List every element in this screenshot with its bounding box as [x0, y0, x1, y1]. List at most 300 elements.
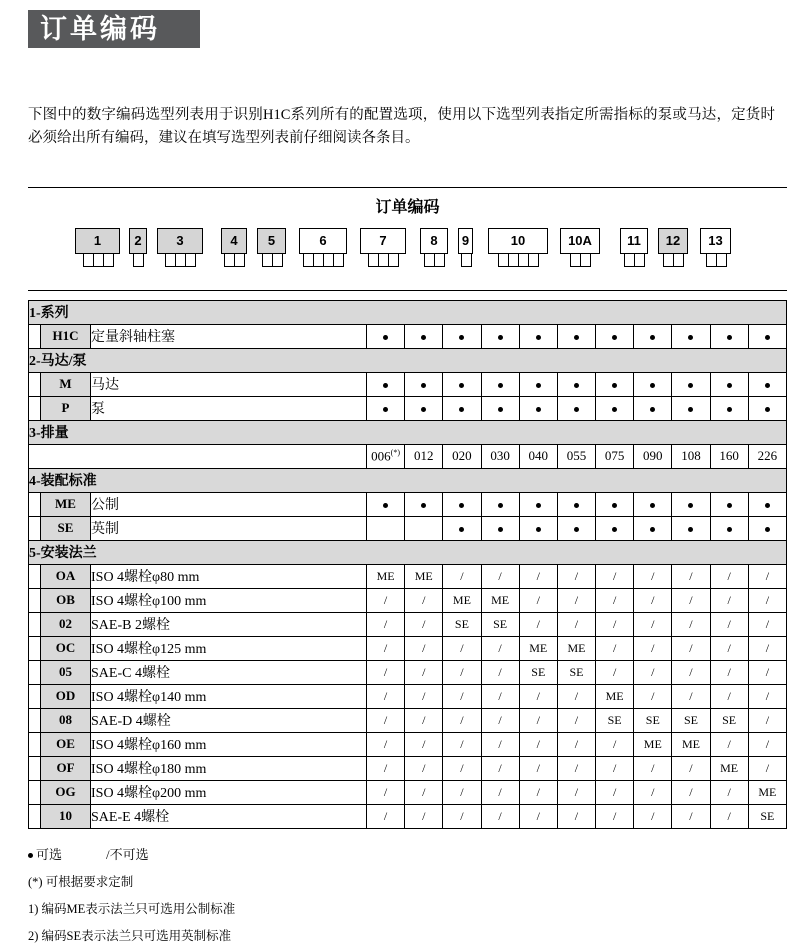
availability-cell [519, 516, 557, 540]
option-description: SAE-E 4螺栓 [91, 804, 367, 828]
code-box-10A: 10A [560, 228, 600, 254]
availability-cell: SE [443, 612, 481, 636]
availability-cell [672, 396, 710, 420]
indent-cell [29, 660, 41, 684]
indent-cell [29, 684, 41, 708]
availability-cell: / [367, 708, 405, 732]
availability-cell: / [481, 660, 519, 684]
availability-cell: / [405, 804, 443, 828]
write-cell [234, 253, 245, 267]
code-box-group-9 [458, 228, 473, 267]
availability-cell: / [672, 564, 710, 588]
option-code: OC [41, 636, 91, 660]
write-cell [388, 253, 399, 267]
table-row [29, 780, 787, 804]
write-cell [673, 253, 684, 267]
available-dot-icon [421, 335, 426, 340]
indent-cell [29, 708, 41, 732]
availability-cell [519, 372, 557, 396]
availability-cell: / [710, 780, 748, 804]
availability-cell: / [557, 684, 595, 708]
availability-cell: / [519, 588, 557, 612]
section-header: 3-排量 [29, 420, 787, 444]
available-dot-icon [727, 335, 732, 340]
available-dot-icon [498, 503, 503, 508]
availability-cell: / [596, 804, 634, 828]
availability-cell [481, 492, 519, 516]
code-box-4: 4 [221, 228, 247, 254]
availability-cell [710, 396, 748, 420]
availability-cell [405, 516, 443, 540]
available-dot-icon [498, 407, 503, 412]
indent-cell [29, 492, 41, 516]
availability-cell [634, 492, 672, 516]
available-dot-icon [688, 503, 693, 508]
availability-cell [748, 516, 786, 540]
availability-cell [443, 372, 481, 396]
availability-cell: / [748, 708, 786, 732]
availability-cell [748, 324, 786, 348]
available-dot-icon [536, 335, 541, 340]
available-dot-icon [536, 503, 541, 508]
option-code: ME [41, 492, 91, 516]
write-cell [634, 253, 645, 267]
table-row [29, 612, 787, 636]
availability-cell: / [634, 588, 672, 612]
availability-cell: / [596, 612, 634, 636]
displacement-value: 012 [405, 444, 443, 468]
code-box-13: 13 [700, 228, 731, 254]
availability-cell: / [405, 636, 443, 660]
indent-cell [29, 588, 41, 612]
code-box-cells-11 [620, 253, 648, 267]
availability-cell: / [443, 756, 481, 780]
available-dot-icon [612, 335, 617, 340]
legend-not-available-label: /不可选 [106, 846, 149, 862]
availability-cell: / [748, 732, 786, 756]
availability-cell: / [710, 636, 748, 660]
availability-cell [519, 396, 557, 420]
code-box-group-7 [360, 228, 406, 267]
displacement-value: 040 [519, 444, 557, 468]
availability-cell: / [519, 612, 557, 636]
code-box-5: 5 [257, 228, 286, 254]
availability-cell: / [634, 612, 672, 636]
displacement-value: 075 [596, 444, 634, 468]
option-code: OA [41, 564, 91, 588]
availability-cell [672, 324, 710, 348]
code-box-cells-10A [560, 253, 600, 267]
availability-cell [481, 396, 519, 420]
write-cell [185, 253, 196, 267]
availability-cell: / [481, 732, 519, 756]
availability-cell: / [405, 588, 443, 612]
code-box-cells-12 [658, 253, 688, 267]
available-dot-icon [498, 335, 503, 340]
availability-cell [405, 372, 443, 396]
code-box-8: 8 [420, 228, 448, 254]
availability-cell: / [672, 636, 710, 660]
page-title: 订单编码 [28, 10, 200, 48]
code-box-7: 7 [360, 228, 406, 254]
availability-cell: / [557, 612, 595, 636]
availability-cell: ME [443, 588, 481, 612]
available-dot-icon [574, 407, 579, 412]
availability-cell [748, 372, 786, 396]
availability-cell: / [367, 804, 405, 828]
availability-cell [748, 492, 786, 516]
available-dot-icon [383, 407, 388, 412]
code-box-3: 3 [157, 228, 203, 254]
availability-cell: / [596, 780, 634, 804]
availability-cell: / [367, 588, 405, 612]
code-box-11: 11 [620, 228, 648, 254]
available-dot-icon [574, 503, 579, 508]
code-box-group-13 [700, 228, 731, 267]
code-box-group-1 [75, 228, 120, 267]
availability-cell: ME [519, 636, 557, 660]
option-description: 定量斜轴柱塞 [91, 324, 367, 348]
availability-cell: / [481, 780, 519, 804]
availability-cell [672, 372, 710, 396]
availability-cell: / [672, 660, 710, 684]
availability-cell: / [443, 732, 481, 756]
available-dot-icon [536, 527, 541, 532]
indent-cell [29, 756, 41, 780]
availability-cell: / [405, 660, 443, 684]
option-description: ISO 4螺栓φ100 mm [91, 588, 367, 612]
availability-cell: / [634, 564, 672, 588]
divider-mid [28, 290, 787, 291]
option-code: OE [41, 732, 91, 756]
write-cell [133, 253, 144, 267]
availability-cell: SE [748, 804, 786, 828]
availability-cell [596, 372, 634, 396]
indent-cell [29, 804, 41, 828]
availability-cell: ME [481, 588, 519, 612]
availability-cell: / [596, 588, 634, 612]
availability-cell: / [367, 756, 405, 780]
availability-cell: / [519, 780, 557, 804]
availability-cell: / [519, 756, 557, 780]
code-box-group-3 [157, 228, 203, 267]
option-code: SE [41, 516, 91, 540]
availability-cell: / [634, 780, 672, 804]
availability-cell [596, 324, 634, 348]
availability-cell [481, 372, 519, 396]
displacement-value: 226 [748, 444, 786, 468]
code-box-cells-13 [700, 253, 731, 267]
code-box-10: 10 [488, 228, 548, 254]
availability-cell: ME [748, 780, 786, 804]
indent-cell [29, 612, 41, 636]
availability-cell: / [481, 636, 519, 660]
code-box-2: 2 [129, 228, 147, 254]
option-code: 10 [41, 804, 91, 828]
available-dot-icon [612, 407, 617, 412]
availability-cell: / [405, 612, 443, 636]
availability-cell [405, 324, 443, 348]
availability-cell [519, 492, 557, 516]
availability-cell [443, 324, 481, 348]
availability-cell: / [634, 684, 672, 708]
table-row [29, 636, 787, 660]
availability-cell: / [557, 756, 595, 780]
available-dot-icon [421, 503, 426, 508]
availability-cell: / [405, 780, 443, 804]
code-box-cells-5 [257, 253, 286, 267]
availability-cell: / [672, 588, 710, 612]
option-code: OG [41, 780, 91, 804]
code-box-group-11 [620, 228, 648, 267]
table-row [29, 588, 787, 612]
write-cell [103, 253, 114, 267]
order-code-boxes [28, 228, 787, 270]
legend [28, 844, 787, 863]
availability-cell [405, 492, 443, 516]
availability-cell [634, 516, 672, 540]
option-description: ISO 4螺栓φ200 mm [91, 780, 367, 804]
available-dot-icon [383, 335, 388, 340]
availability-cell [367, 396, 405, 420]
availability-cell: / [634, 804, 672, 828]
availability-cell: / [596, 756, 634, 780]
section-header: 2-马达/泵 [29, 348, 787, 372]
code-box-6: 6 [299, 228, 347, 254]
code-box-group-6 [299, 228, 347, 267]
availability-cell: / [748, 636, 786, 660]
indent-cell [29, 396, 41, 420]
available-dot-icon [650, 335, 655, 340]
availability-cell [443, 516, 481, 540]
displacement-value: 006(*) [367, 444, 405, 468]
availability-cell [710, 324, 748, 348]
availability-cell: SE [710, 708, 748, 732]
availability-cell: / [481, 756, 519, 780]
availability-cell: / [748, 660, 786, 684]
table-row [29, 324, 787, 348]
indent-cell [29, 372, 41, 396]
section-header-row [29, 420, 787, 444]
available-dot-icon [765, 335, 770, 340]
available-dot-icon [498, 527, 503, 532]
availability-cell: / [710, 732, 748, 756]
availability-cell: SE [557, 660, 595, 684]
available-dot-icon [688, 527, 693, 532]
available-dot-icon [765, 503, 770, 508]
available-dot-icon [688, 335, 693, 340]
availability-cell [596, 492, 634, 516]
availability-cell: / [443, 564, 481, 588]
available-dot-icon [459, 503, 464, 508]
table-row [29, 444, 787, 468]
section-header-row [29, 300, 787, 324]
availability-cell: SE [634, 708, 672, 732]
availability-cell [634, 372, 672, 396]
option-code: P [41, 396, 91, 420]
code-box-cells-7 [360, 253, 406, 267]
availability-cell: / [443, 660, 481, 684]
available-dot-icon [421, 383, 426, 388]
write-cell [716, 253, 727, 267]
code-box-group-4 [221, 228, 247, 267]
availability-cell: / [710, 612, 748, 636]
option-description: SAE-B 2螺栓 [91, 612, 367, 636]
available-dot-icon [574, 383, 579, 388]
table-row [29, 660, 787, 684]
code-box-group-5 [257, 228, 286, 267]
availability-cell: / [748, 756, 786, 780]
availability-cell: ME [367, 564, 405, 588]
available-dot-icon [498, 383, 503, 388]
write-cell [528, 253, 539, 267]
option-code: OB [41, 588, 91, 612]
availability-cell: SE [596, 708, 634, 732]
availability-cell: / [519, 684, 557, 708]
code-box-cells-4 [221, 253, 247, 267]
indent-cell [29, 732, 41, 756]
availability-cell [596, 396, 634, 420]
available-dot-icon [612, 503, 617, 508]
availability-cell: / [367, 636, 405, 660]
availability-cell [596, 516, 634, 540]
availability-cell [557, 372, 595, 396]
availability-cell: / [748, 564, 786, 588]
availability-cell: / [481, 804, 519, 828]
displacement-value: 160 [710, 444, 748, 468]
availability-cell: / [596, 732, 634, 756]
available-dot-icon [688, 383, 693, 388]
option-code: 08 [41, 708, 91, 732]
available-dot-icon [459, 527, 464, 532]
code-box-cells-2 [129, 253, 147, 267]
availability-cell: / [443, 804, 481, 828]
option-description: 马达 [91, 372, 367, 396]
displacement-value: 030 [481, 444, 519, 468]
available-dot-icon [574, 335, 579, 340]
available-dot-icon [421, 407, 426, 412]
availability-cell: / [748, 612, 786, 636]
availability-cell [557, 492, 595, 516]
availability-cell: / [443, 780, 481, 804]
availability-cell [557, 324, 595, 348]
table-row [29, 804, 787, 828]
write-cell [272, 253, 283, 267]
availability-cell: ME [710, 756, 748, 780]
code-box-group-2 [129, 228, 147, 267]
availability-cell: SE [519, 660, 557, 684]
availability-cell: / [672, 612, 710, 636]
code-box-1: 1 [75, 228, 120, 254]
optional-dot-icon [28, 853, 33, 858]
code-box-cells-9 [458, 253, 473, 267]
availability-cell [710, 372, 748, 396]
table-row [29, 684, 787, 708]
divider-top [28, 187, 787, 188]
available-dot-icon [650, 383, 655, 388]
availability-cell: / [596, 564, 634, 588]
available-dot-icon [650, 503, 655, 508]
option-code: 02 [41, 612, 91, 636]
code-box-9: 9 [458, 228, 473, 254]
availability-cell: / [672, 804, 710, 828]
code-box-cells-8 [420, 253, 448, 267]
option-description: 泵 [91, 396, 367, 420]
table-row [29, 396, 787, 420]
available-dot-icon [727, 383, 732, 388]
availability-cell: / [596, 636, 634, 660]
availability-cell [634, 324, 672, 348]
option-code: 05 [41, 660, 91, 684]
available-dot-icon [383, 383, 388, 388]
availability-cell: / [367, 660, 405, 684]
availability-cell: ME [634, 732, 672, 756]
availability-cell: / [367, 732, 405, 756]
write-cell [333, 253, 344, 267]
code-box-group-8 [420, 228, 448, 267]
section-header: 1-系列 [29, 300, 787, 324]
availability-cell: / [367, 684, 405, 708]
code-box-group-10 [488, 228, 548, 267]
available-dot-icon [574, 527, 579, 532]
availability-cell: ME [596, 684, 634, 708]
displacement-value: 055 [557, 444, 595, 468]
availability-cell: / [710, 564, 748, 588]
availability-cell: / [519, 708, 557, 732]
option-description: ISO 4螺栓φ140 mm [91, 684, 367, 708]
option-description: ISO 4螺栓φ160 mm [91, 732, 367, 756]
option-description: ISO 4螺栓φ80 mm [91, 564, 367, 588]
option-code: H1C [41, 324, 91, 348]
availability-cell [443, 396, 481, 420]
code-box-cells-1 [75, 253, 120, 267]
availability-cell [367, 492, 405, 516]
availability-cell: / [634, 660, 672, 684]
availability-cell: / [557, 780, 595, 804]
footnote-1: 1) 编码ME表示法兰只可选用公制标准 [28, 901, 236, 916]
availability-cell: ME [672, 732, 710, 756]
indent-cell [29, 324, 41, 348]
availability-cell [710, 492, 748, 516]
section-header-row [29, 540, 787, 564]
availability-cell [519, 324, 557, 348]
availability-cell: / [405, 684, 443, 708]
availability-cell: / [748, 588, 786, 612]
code-box-12: 12 [658, 228, 688, 254]
available-dot-icon [459, 335, 464, 340]
available-dot-icon [765, 527, 770, 532]
availability-cell: / [367, 612, 405, 636]
availability-cell [634, 396, 672, 420]
availability-cell: / [481, 564, 519, 588]
available-dot-icon [727, 407, 732, 412]
available-dot-icon [688, 407, 693, 412]
availability-cell: / [710, 684, 748, 708]
empty-lead-cell [29, 444, 367, 468]
availability-cell [367, 324, 405, 348]
indent-cell [29, 780, 41, 804]
availability-cell: / [710, 660, 748, 684]
write-cell [434, 253, 445, 267]
availability-cell: ME [557, 636, 595, 660]
availability-cell [672, 516, 710, 540]
availability-cell: / [519, 732, 557, 756]
code-box-cells-10 [488, 253, 548, 267]
indent-cell [29, 636, 41, 660]
available-dot-icon [650, 407, 655, 412]
option-code: OD [41, 684, 91, 708]
available-dot-icon [459, 383, 464, 388]
